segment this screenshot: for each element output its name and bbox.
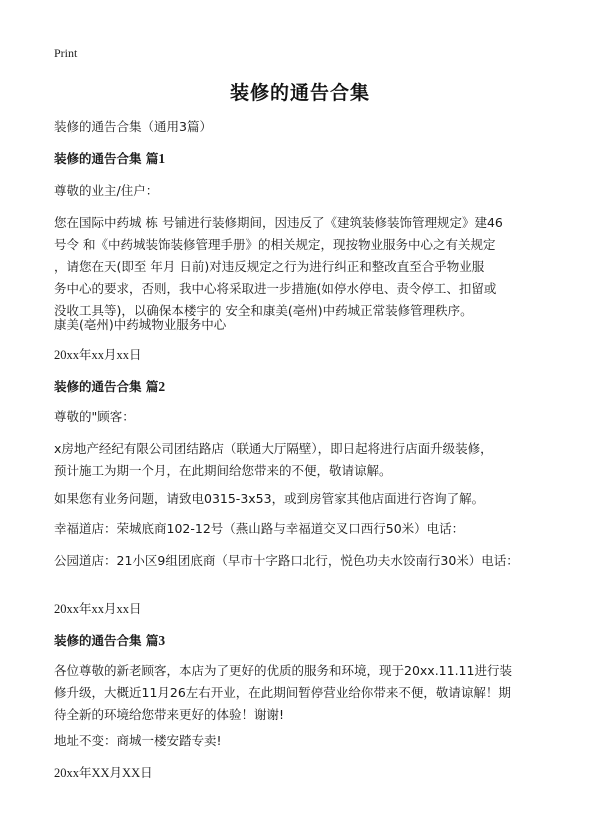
section-2-store-1: 幸福道店：荣城底商102-12号（燕山路与幸福道交叉口西行50米）电话： [54, 521, 465, 536]
section-1-body-line: 您在国际中药城 栋 号铺进行装修期间，因违反了《建筑装修装饰管理规定》建46 [54, 215, 503, 230]
section-1-date: 20xx年xx月xx日 [54, 348, 142, 362]
page-title: 装修的通告合集 [229, 82, 370, 104]
section-1-heading-number: 1 [158, 151, 166, 166]
section-2-contact: 如果您有业务问题，请致电0315-3x53，或到房管家其他店面进行咨询了解。 [54, 491, 485, 506]
section-2-heading [54, 376, 554, 398]
section-2-date: 20xx年xx月xx日 [54, 602, 142, 616]
section-3-heading [54, 630, 554, 652]
section-1-heading-text: 装修的通告合集 篇 [54, 151, 159, 166]
section-1-greeting: 尊敬的业主/住户： [54, 183, 159, 198]
section-1-body-line: 务中心的要求，否则，我中心将采取进一步措施(如停水停电、责令停工、扣留或 [54, 281, 497, 296]
section-3-body-line: 待全新的环境给您带来更好的体验！谢谢! [54, 707, 285, 722]
section-1-body-line: 号令 和《中药城装饰装修管理手册》的相关规定，现按物业服务中心之有关规定 [54, 237, 496, 252]
section-2-greeting: 尊敬的"顾客： [54, 409, 135, 424]
section-2-body-line: 预计施工为期一个月，在此期间给您带来的不便，敬请谅解。 [54, 463, 392, 478]
print-label: Print [54, 46, 78, 60]
section-3-body-line: 各位尊敬的新老顾客，本店为了更好的优质的服务和环境，现于20xx.11.11进行装 [54, 663, 512, 678]
section-2-store-2: 公园道店：21小区9组团底商（早市十字路口北行，悦色功夫水饺南行30米）电话： [54, 553, 519, 568]
section-3-heading-number: 3 [158, 633, 166, 648]
section-3-body [54, 660, 554, 726]
section-1-body-line: 没收工具等)，以确保本楼宇的 安全和康美(亳州)中药城正常装修管理秩序。 [54, 303, 473, 318]
section-2-body [54, 438, 554, 482]
section-2-heading-text: 装修的通告合集 篇 [54, 379, 159, 394]
section-1-body [54, 212, 554, 322]
document-subtitle: 装修的通告合集（通用3篇） [54, 119, 212, 134]
section-3-address: 地址不变：商城一楼安踏专卖! [54, 733, 222, 748]
section-3-body-line: 修升级，大概近11月26左右开业，在此期间暂停营业给你带来不便，敬请谅解！期 [54, 685, 511, 700]
section-1-signature: 康美(亳州)中药城物业服务中心 [54, 317, 227, 332]
section-1-heading [54, 148, 554, 170]
section-3-date: 20xx年XX月XX日 [54, 766, 153, 780]
section-3-heading-text: 装修的通告合集 篇 [54, 633, 159, 648]
section-2-heading-number: 2 [158, 379, 166, 394]
section-2-body-line: x房地产经纪有限公司团结路店（联通大厅隔壁），即日起将进行店面升级装修， [54, 441, 493, 456]
section-1-body-line: ，请您在天(即至 年月 日前)对违反规定之行为进行纠正和整改直至合乎物业服 [54, 259, 485, 274]
